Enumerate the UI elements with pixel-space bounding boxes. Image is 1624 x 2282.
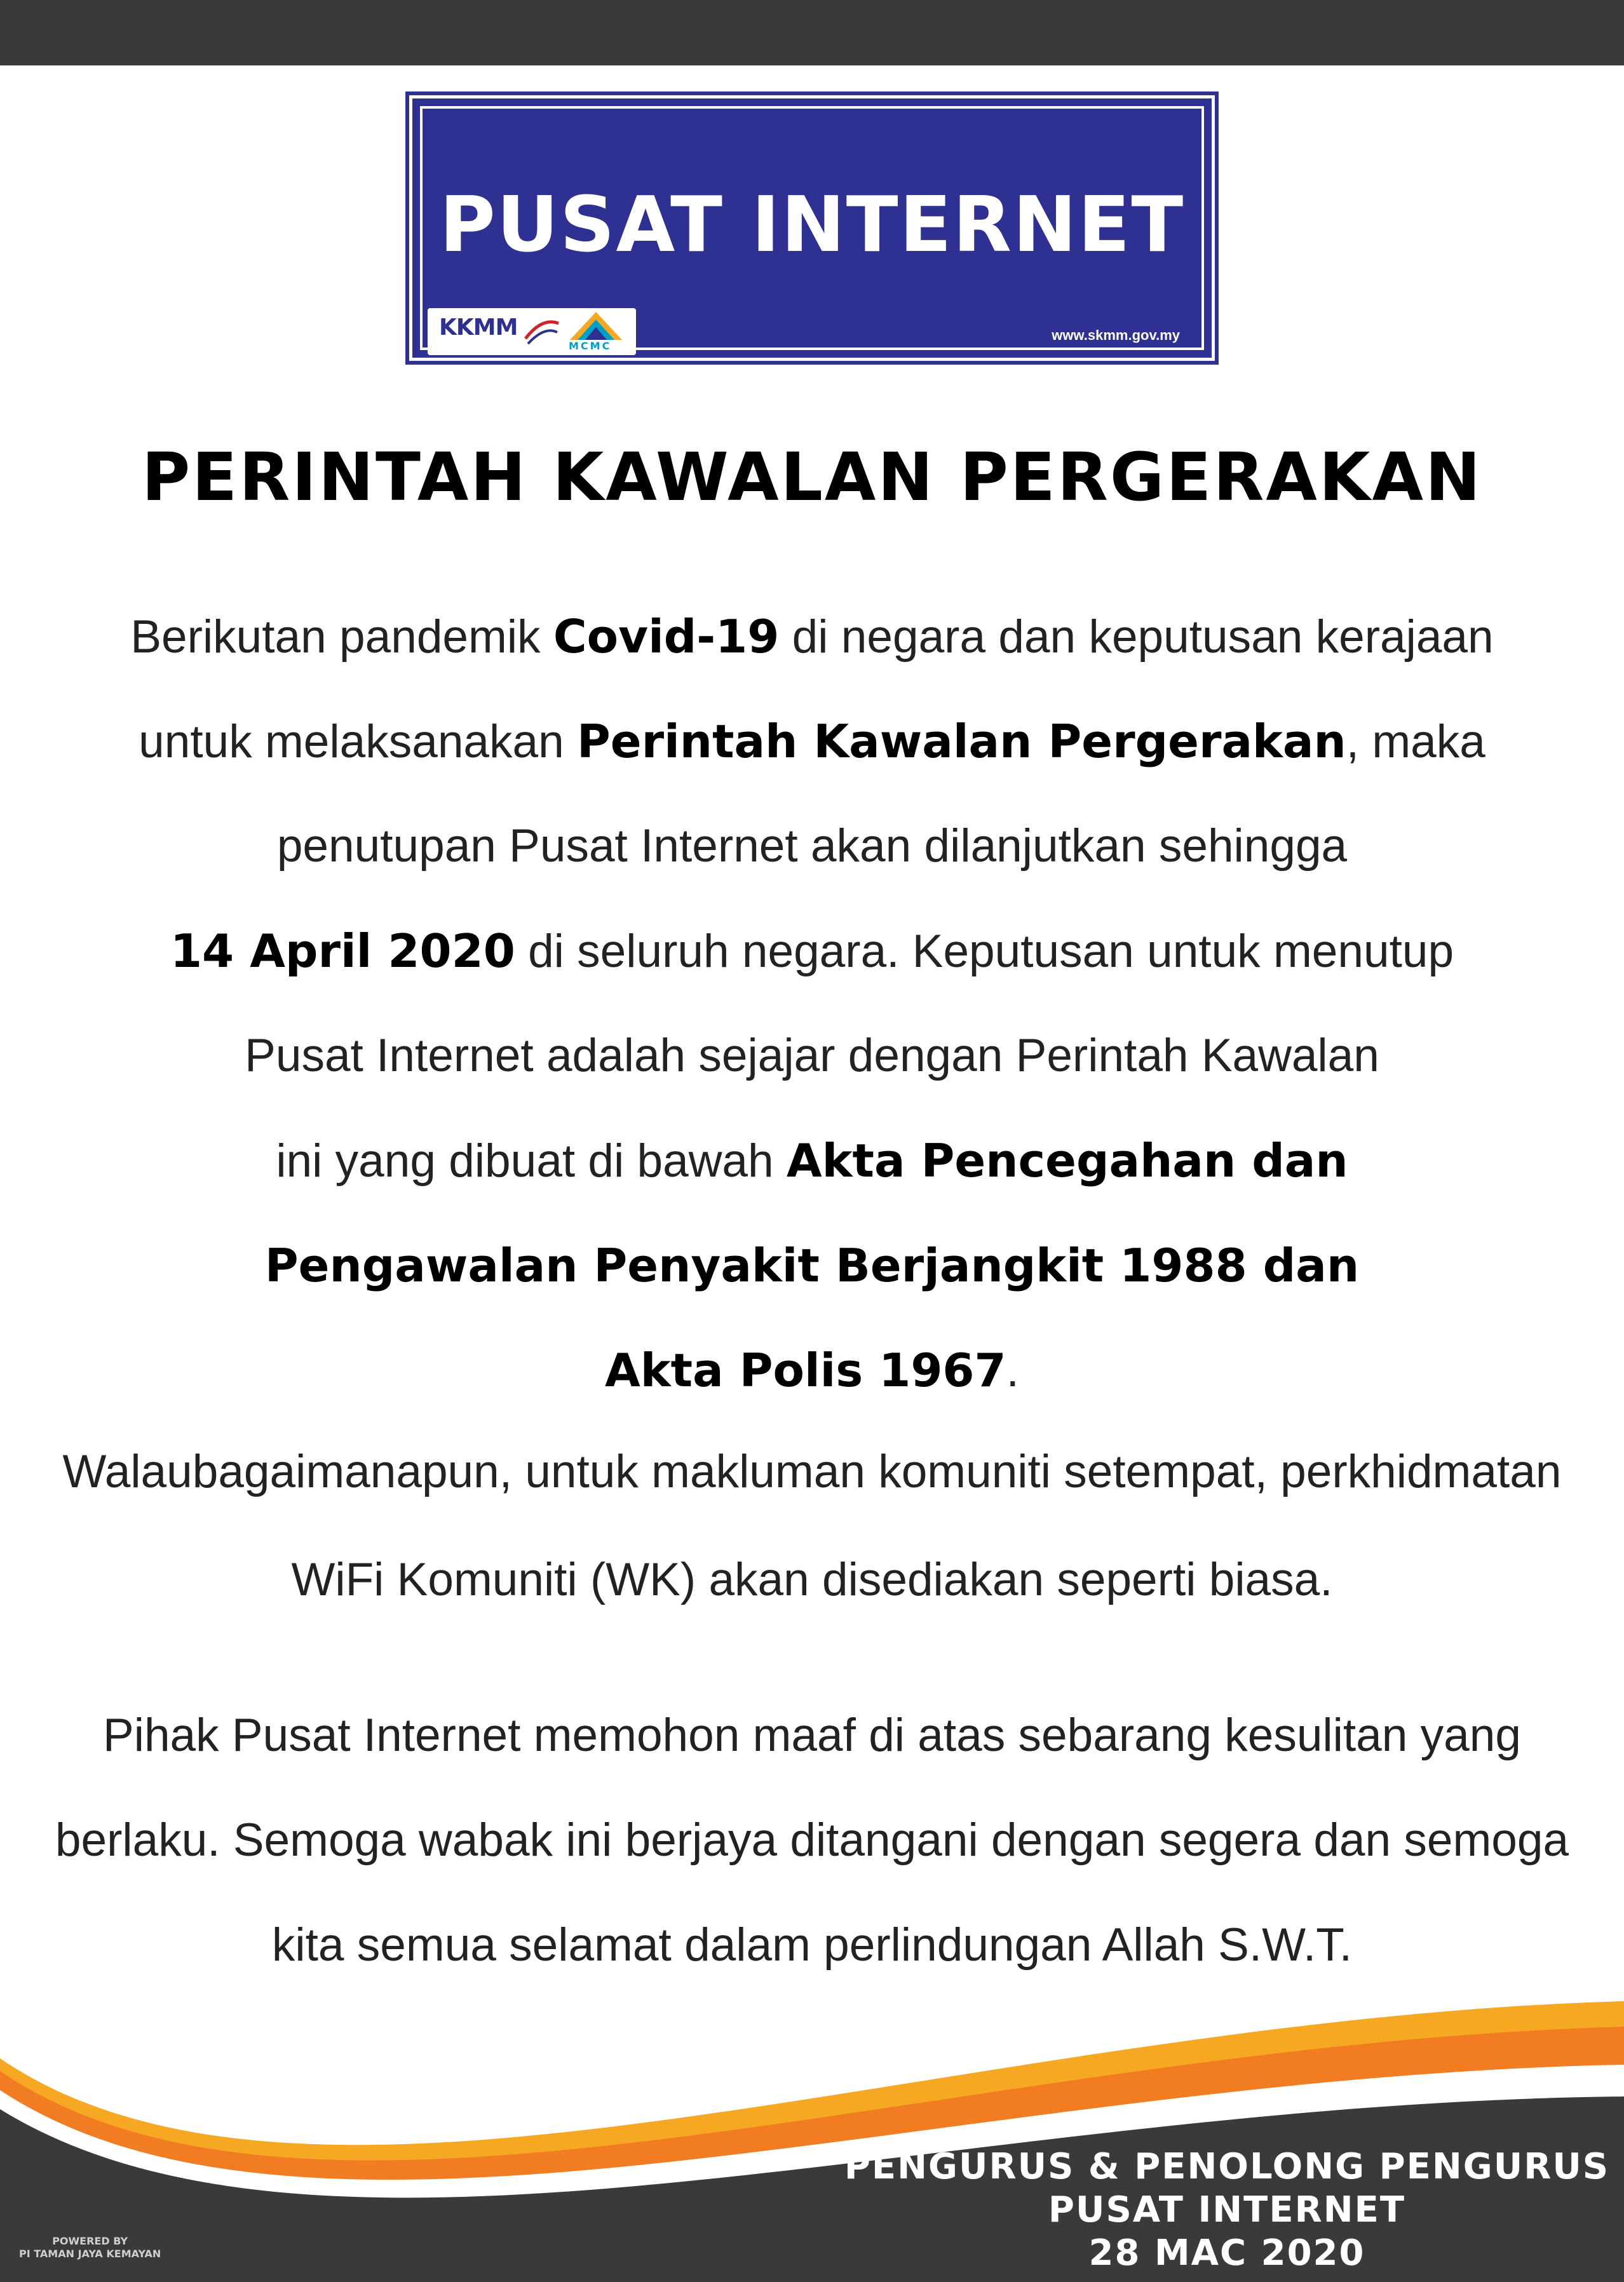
mcmc-triangle-icon [567, 311, 625, 341]
page-title: PERINTAH KAWALAN PERGERAKAN [141, 438, 1483, 516]
p1-line-1 [0, 610, 1624, 663]
signature-date: 28 MAC 2020 [1088, 2232, 1365, 2274]
kkmm-logo: KKMM [439, 314, 518, 341]
p3-line-2: berlaku. Semoga wabak ini berjaya ditangani dengan segera dan semoga [55, 1814, 1569, 1866]
powered-by [19, 2235, 161, 2260]
signature-role: PENGURUS & PENOLONG PENGURUS [844, 2146, 1610, 2187]
highlight-akta-cont: Pengawalan Penyakit Berjangkit 1988 dan [264, 1239, 1360, 1292]
highlight-pkp: Perintah Kawalan Pergerakan [577, 715, 1346, 768]
text: di negara dan keputusan kerajaan [779, 611, 1494, 663]
powered-by-label: POWERED BY [52, 2235, 128, 2247]
p1-line-7 [0, 1239, 1624, 1292]
highlight-akta-polis: Akta Polis 1967 [605, 1344, 1006, 1397]
signature-org: PUSAT INTERNET [1048, 2189, 1406, 2231]
p1-line-3: penutupan Pusat Internet akan dilanjutkan sehingga [276, 820, 1348, 872]
text: ini yang dibuat di bawah [276, 1135, 787, 1187]
highlight-covid: Covid-19 [553, 610, 780, 663]
p3-line-3: kita semua selamat dalam perlindungan Allah S.W.T. [271, 1919, 1353, 1971]
logo-title: PUSAT INTERNET [439, 181, 1185, 269]
p3-line-1: Pihak Pusat Internet memohon maaf di atas sebarang kesulitan yang [103, 1710, 1521, 1761]
p1-line-4 [0, 924, 1624, 978]
p2-line-2: WiFi Komuniti (WK) akan disediakan seperti biasa. [291, 1554, 1333, 1605]
top-bar [0, 0, 1624, 65]
text: Berikutan pandemik [130, 611, 553, 663]
mcmc-label: MCMC [569, 340, 612, 352]
highlight-akta: Akta Pencegahan dan [786, 1134, 1348, 1187]
text: untuk melaksanakan [139, 716, 578, 767]
text: di seluruh negara. Keputusan untuk menutup [515, 926, 1454, 977]
pusat-internet-logo [409, 95, 1215, 361]
logo-url: www.skmm.gov.my [1052, 327, 1180, 343]
kkmm-swoosh-icon [523, 313, 561, 349]
powered-by-source: PI TAMAN JAYA KEMAYAN [19, 2248, 161, 2260]
p1-line-2 [0, 715, 1624, 768]
highlight-date: 14 April 2020 [170, 924, 515, 978]
p1-line-8 [0, 1344, 1624, 1397]
text: , maka [1346, 716, 1485, 767]
text: . [1006, 1345, 1019, 1396]
bottom-wave-decoration [0, 1944, 1624, 2282]
p1-line-6 [0, 1134, 1624, 1187]
p1-line-5: Pusat Internet adalah sejajar dengan Perintah Kawalan [245, 1030, 1379, 1081]
agency-logos-badge [428, 308, 636, 355]
p2-line-1: Walaubagaimanapun, untuk makluman komuniti setempat, perkhidmatan [62, 1446, 1562, 1497]
